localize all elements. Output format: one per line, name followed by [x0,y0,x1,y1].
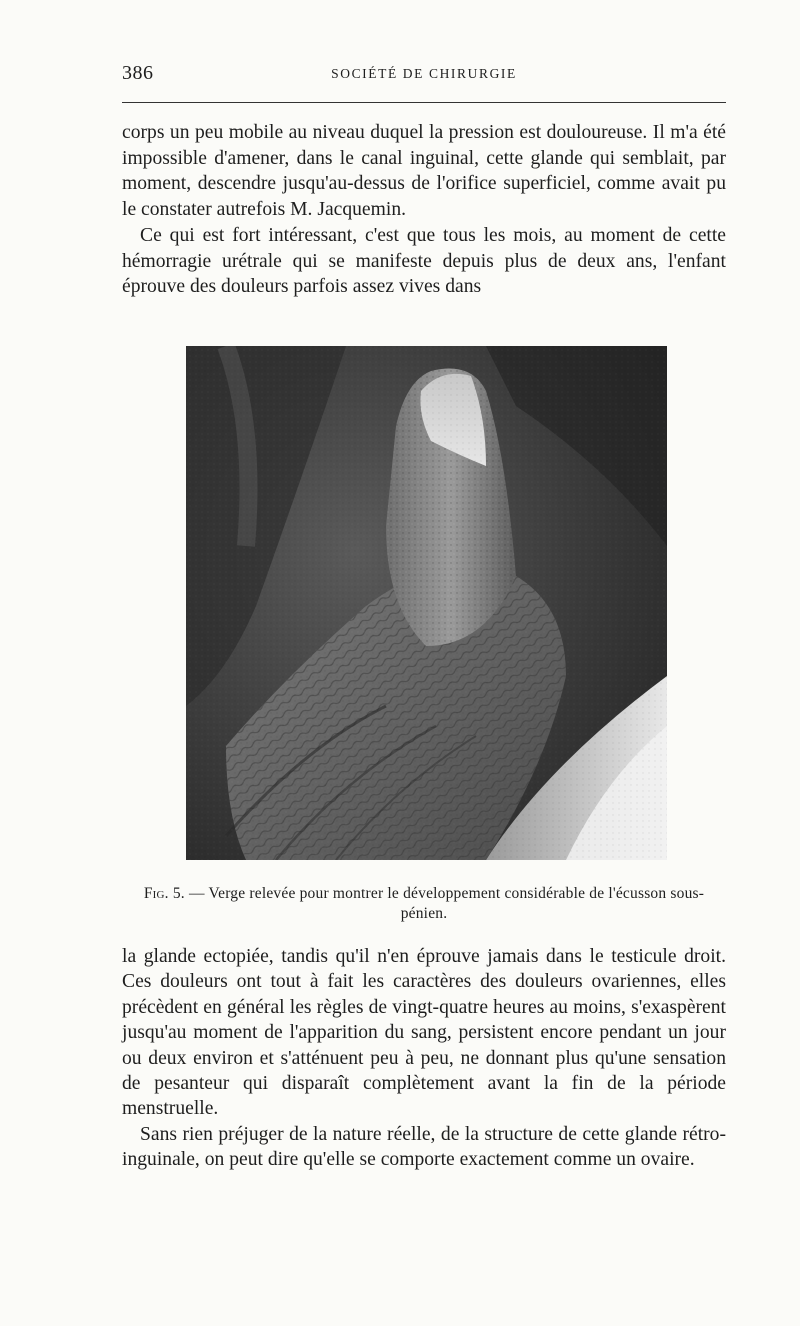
paragraph: corps un peu mobile au niveau duquel la pression est douloureuse. Il m'a été impossible d'amener, dans le canal inguinal, cette glande qui semblait, par moment, descendre jusqu'au-dessus de l'orifice superficiel, comme avait pu le constater autrefois M. Jacquemin. [122,122,726,221]
photograph-illustration [186,346,667,860]
body-text-bottom [122,944,726,1173]
header-rule [122,102,726,103]
figure-label: Fig. 5. [143,885,185,902]
paragraph: Ce qui est fort intéressant, c'est que tous les mois, au moment de cette hémorragie urétrale qui se manifeste depuis plus de deux ans, l'enfant éprouve des douleurs parfois assez vives dans [122,224,726,298]
figure-caption [122,884,726,924]
body-text-top [122,120,726,300]
paragraph: la glande ectopiée, tandis qu'il n'en éprouve jamais dans le testicule droit. Ces douleurs ont tout à fait les caractères des douleurs ovariennes, elles précèdent en général les règles de vingt-quatre heures au moins, s'exaspèrent jusqu'au moment de l'apparition du sang, persistent encore pendant un jour ou deux environ et s'atténuent peu à peu, ne donnant plus qu'une sensation de pesanteur qui disparaît complètement avant la fin de la période menstruelle. [122,946,726,1120]
figure-photograph [186,346,667,860]
figure-caption-text: — Verge relevée pour montrer le développement considérable de l'écusson sous-pénien. [188,885,705,922]
paragraph: Sans rien préjuger de la nature réelle, de la structure de cette glande rétro-inguinale, on peut dire qu'elle se comporte exactement comme un ovaire. [122,1123,726,1171]
page-number: 386 [122,62,154,84]
page-header [122,62,726,92]
running-head: SOCIÉTÉ DE CHIRURGIE [331,66,517,81]
